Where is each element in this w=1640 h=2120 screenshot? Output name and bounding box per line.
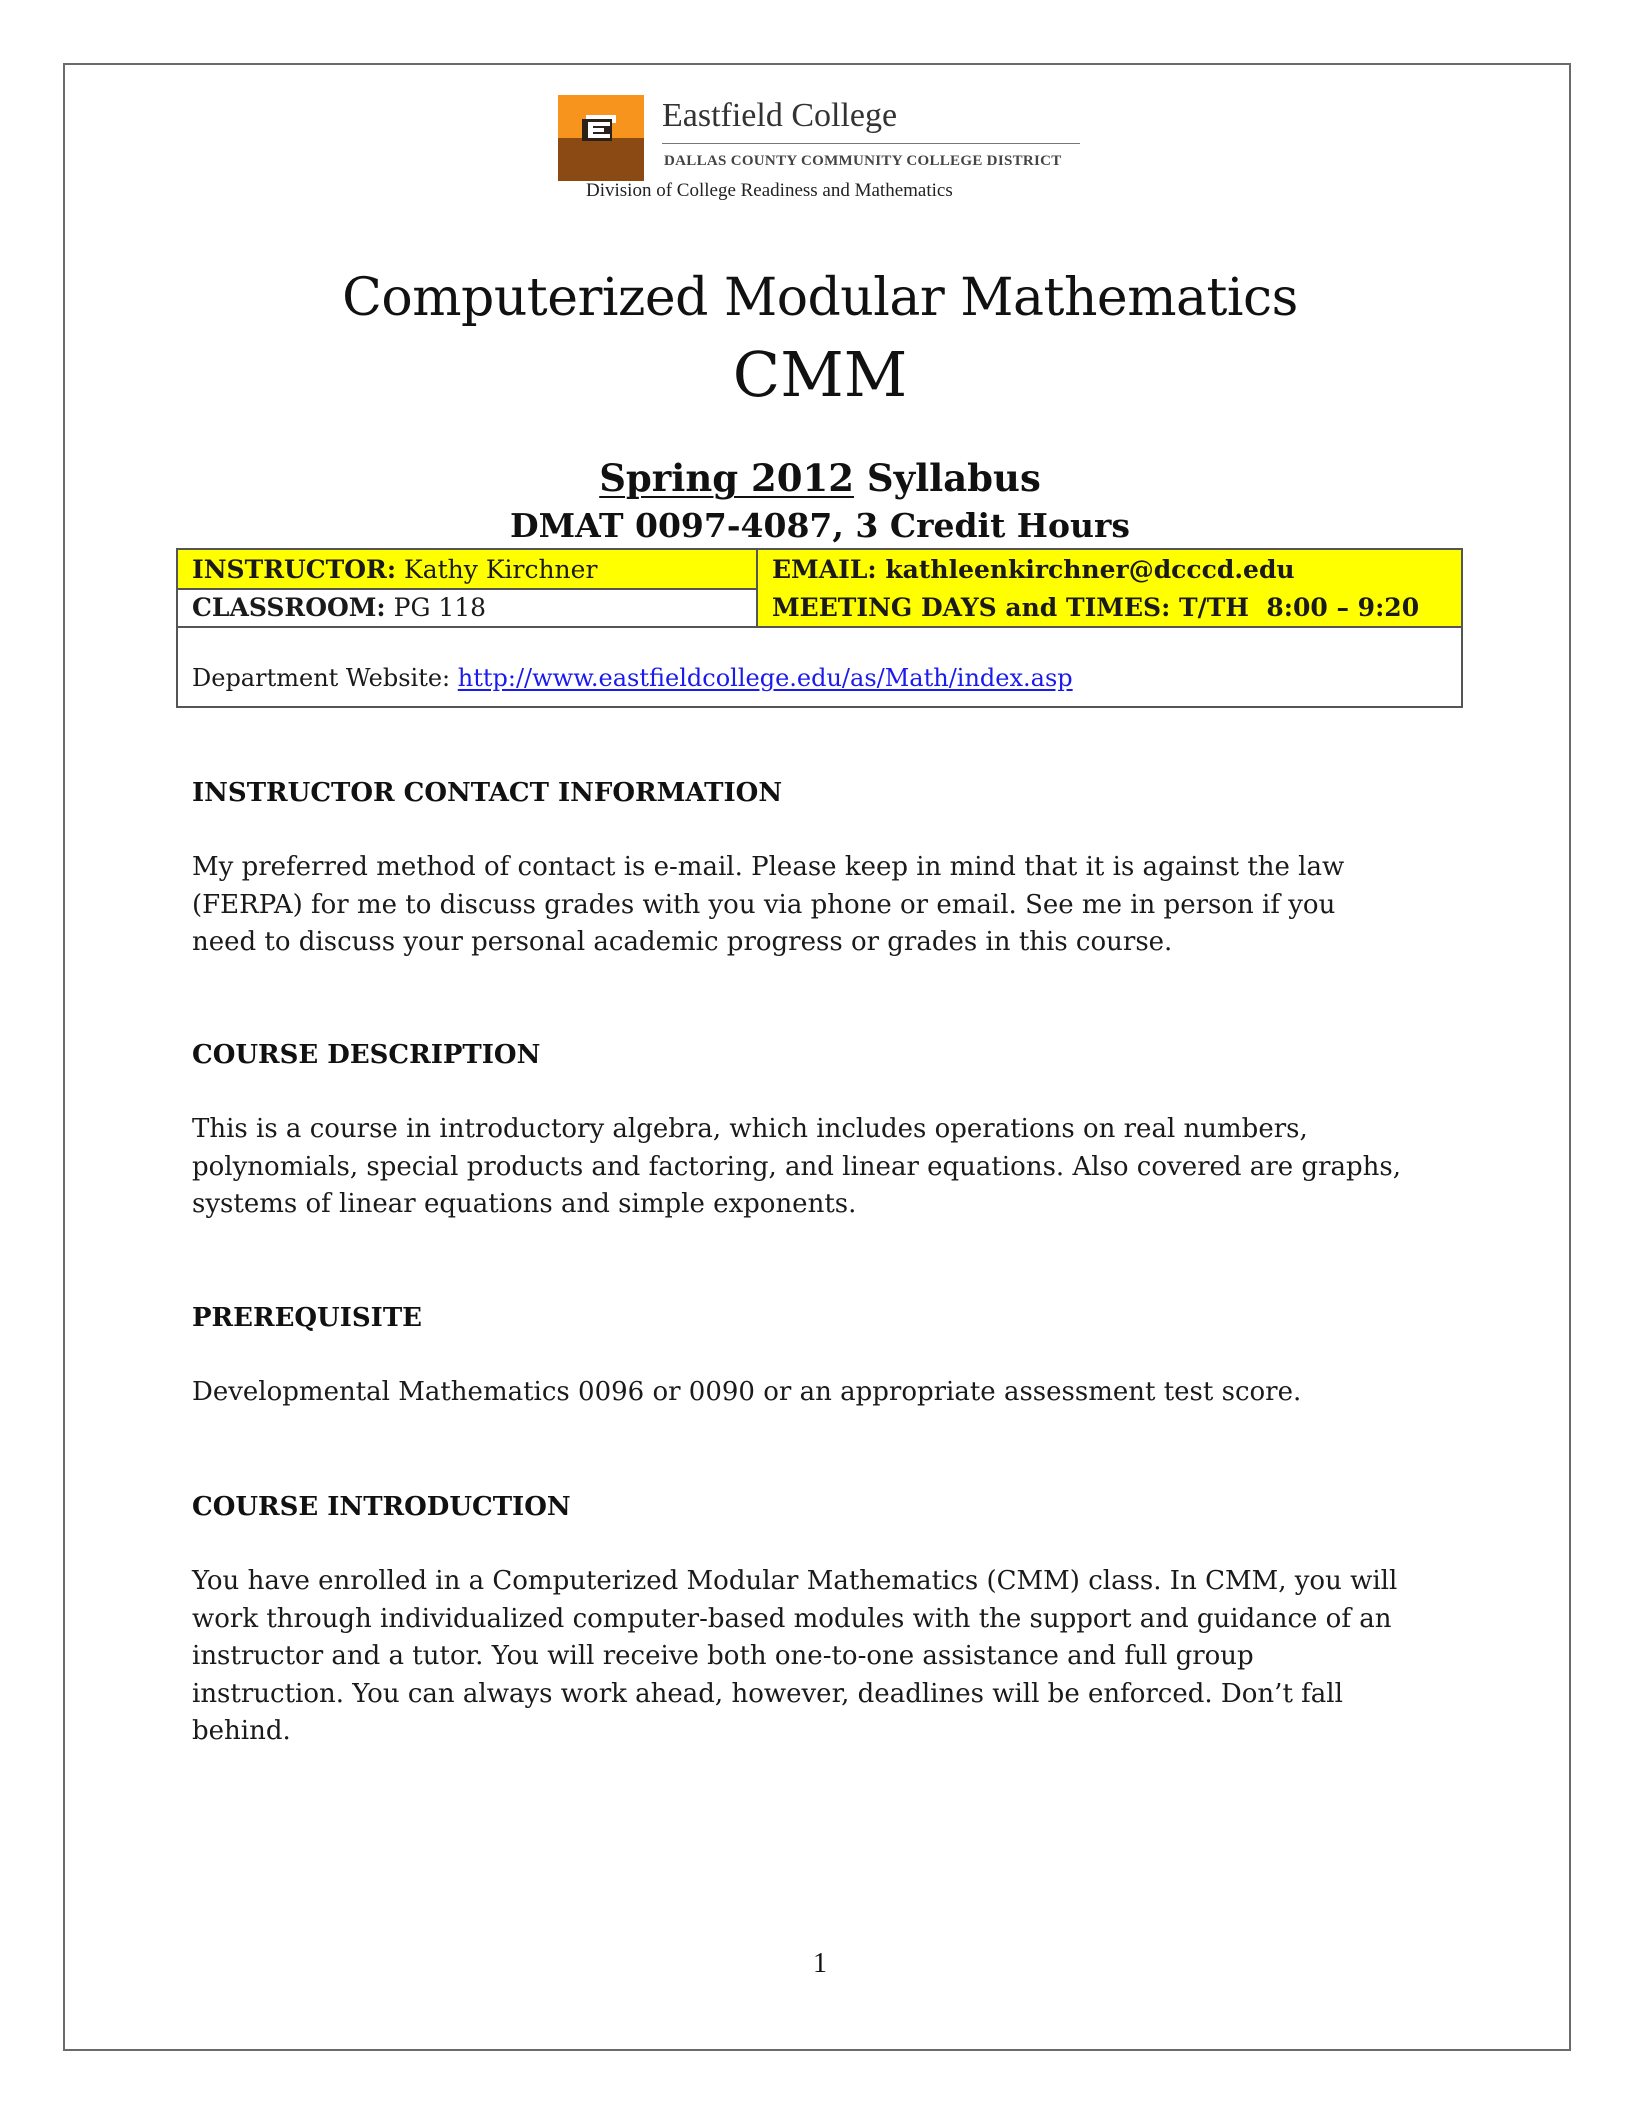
document-title: Computerized Modular Mathematics xyxy=(342,268,1298,328)
contact-body: My preferred method of contact is e-mail. Please keep in mind that it is against the law (FERPA) for me to discuss grades with you via phone or email. See me in person if you need to discuss your personal academic progress or grades in this course. xyxy=(192,852,1345,957)
contact-heading: INSTRUCTOR CONTACT INFORMATION xyxy=(192,778,783,808)
college-name: Eastfield College xyxy=(662,97,898,134)
prerequisite-heading: PREREQUISITE xyxy=(192,1303,422,1333)
document-acronym: CMM xyxy=(732,338,908,411)
email-cell: EMAIL: kathleenkirchner@dcccd.edu xyxy=(758,550,1461,588)
course-code: DMAT 0097-4087, 3 Credit Hours xyxy=(510,506,1130,545)
page-number: 1 xyxy=(813,1948,827,1979)
description-body: This is a course in introductory algebra, which includes operations on real numbers, polynomials, special products and factoring, and linear equations. Also covered are graphs, systems of linear equations and simple exponents. xyxy=(192,1114,1401,1219)
instructor-value: Kathy Kirchner xyxy=(396,554,598,584)
eastfield-logo-icon xyxy=(558,95,644,181)
meeting-cell: MEETING DAYS and TIMES: T/TH 8:00 – 9:20 xyxy=(758,588,1461,626)
introduction-heading: COURSE INTRODUCTION xyxy=(192,1492,571,1522)
district-name: DALLAS COUNTY COMMUNITY COLLEGE DISTRICT xyxy=(664,153,1062,169)
syllabus-term-rest: Syllabus xyxy=(853,456,1041,500)
introduction-body: You have enrolled in a Computerized Modular Mathematics (CMM) class. In CMM, you will work through individualized computer-based modules with the support and guidance of an instructor and a tutor. You will receive both one-to-one assistance and full group instruction. You can always work ahead, however, deadlines will be enforced. Don’t fall behind. xyxy=(192,1566,1398,1746)
syllabus-term-underlined: Spring 2012 xyxy=(599,456,854,500)
department-website xyxy=(192,664,1073,692)
department-website-link[interactable]: http://www.eastfieldcollege.edu/as/Math/index.asp xyxy=(457,664,1073,692)
prerequisite-body: Developmental Mathematics 0096 or 0090 or an appropriate assessment test score. xyxy=(192,1377,1302,1407)
instructor-label: INSTRUCTOR: xyxy=(192,554,397,584)
classroom-label: CLASSROOM: xyxy=(192,592,386,622)
division-name: Division of College Readiness and Mathematics xyxy=(586,180,953,201)
course-info-table xyxy=(176,548,1463,708)
syllabus-term xyxy=(0,456,1640,500)
info-row-instructor xyxy=(178,550,1461,590)
info-row-classroom xyxy=(178,588,1461,628)
instructor-cell xyxy=(178,550,758,588)
department-website-label: Department Website: xyxy=(192,664,458,692)
classroom-cell xyxy=(178,588,758,626)
logo-divider xyxy=(662,143,1080,144)
info-row-website xyxy=(178,626,1461,706)
classroom-value: PG 118 xyxy=(385,592,487,622)
description-heading: COURSE DESCRIPTION xyxy=(192,1040,541,1070)
